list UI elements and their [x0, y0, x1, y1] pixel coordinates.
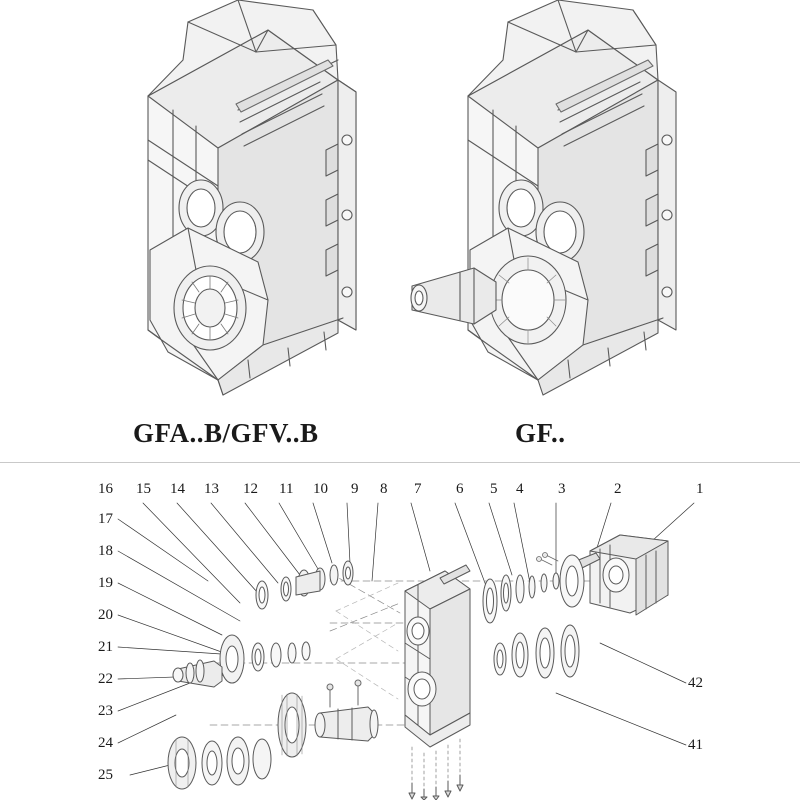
callout-41: 41: [688, 737, 703, 753]
caption-gf: GF..: [515, 418, 566, 448]
callout-6: 6: [456, 481, 464, 497]
callout-2: 2: [614, 481, 622, 497]
caption-gfa-b-gfv-b: GFA..B/GFV..B: [133, 418, 319, 448]
callout-9: 9: [351, 481, 359, 497]
callout-42: 42: [688, 675, 703, 691]
callout-4: 4: [516, 481, 524, 497]
callout-20: 20: [98, 607, 113, 623]
callout-25: 25: [98, 767, 113, 783]
callout-11: 11: [279, 481, 294, 497]
callout-16: 16: [98, 481, 113, 497]
callout-17: 17: [98, 511, 113, 527]
callout-8: 8: [380, 481, 388, 497]
callout-23: 23: [98, 703, 113, 719]
callout-12: 12: [243, 481, 258, 497]
callout-18: 18: [98, 543, 113, 559]
callout-7: 7: [414, 481, 422, 497]
callout-15: 15: [136, 481, 151, 497]
callout-5: 5: [490, 481, 498, 497]
callout-24: 24: [98, 735, 113, 751]
callout-3: 3: [558, 481, 566, 497]
callout-14: 14: [170, 481, 185, 497]
callout-1: 1: [696, 481, 704, 497]
exploded-view: [0, 463, 800, 800]
callout-10: 10: [313, 481, 328, 497]
gearbox-gfa-b-gfv-b-drawing: [88, 0, 408, 400]
gearbox-gf-drawing: [400, 0, 730, 400]
callout-21: 21: [98, 639, 113, 655]
callout-19: 19: [98, 575, 113, 591]
callout-22: 22: [98, 671, 113, 687]
callout-13: 13: [204, 481, 219, 497]
